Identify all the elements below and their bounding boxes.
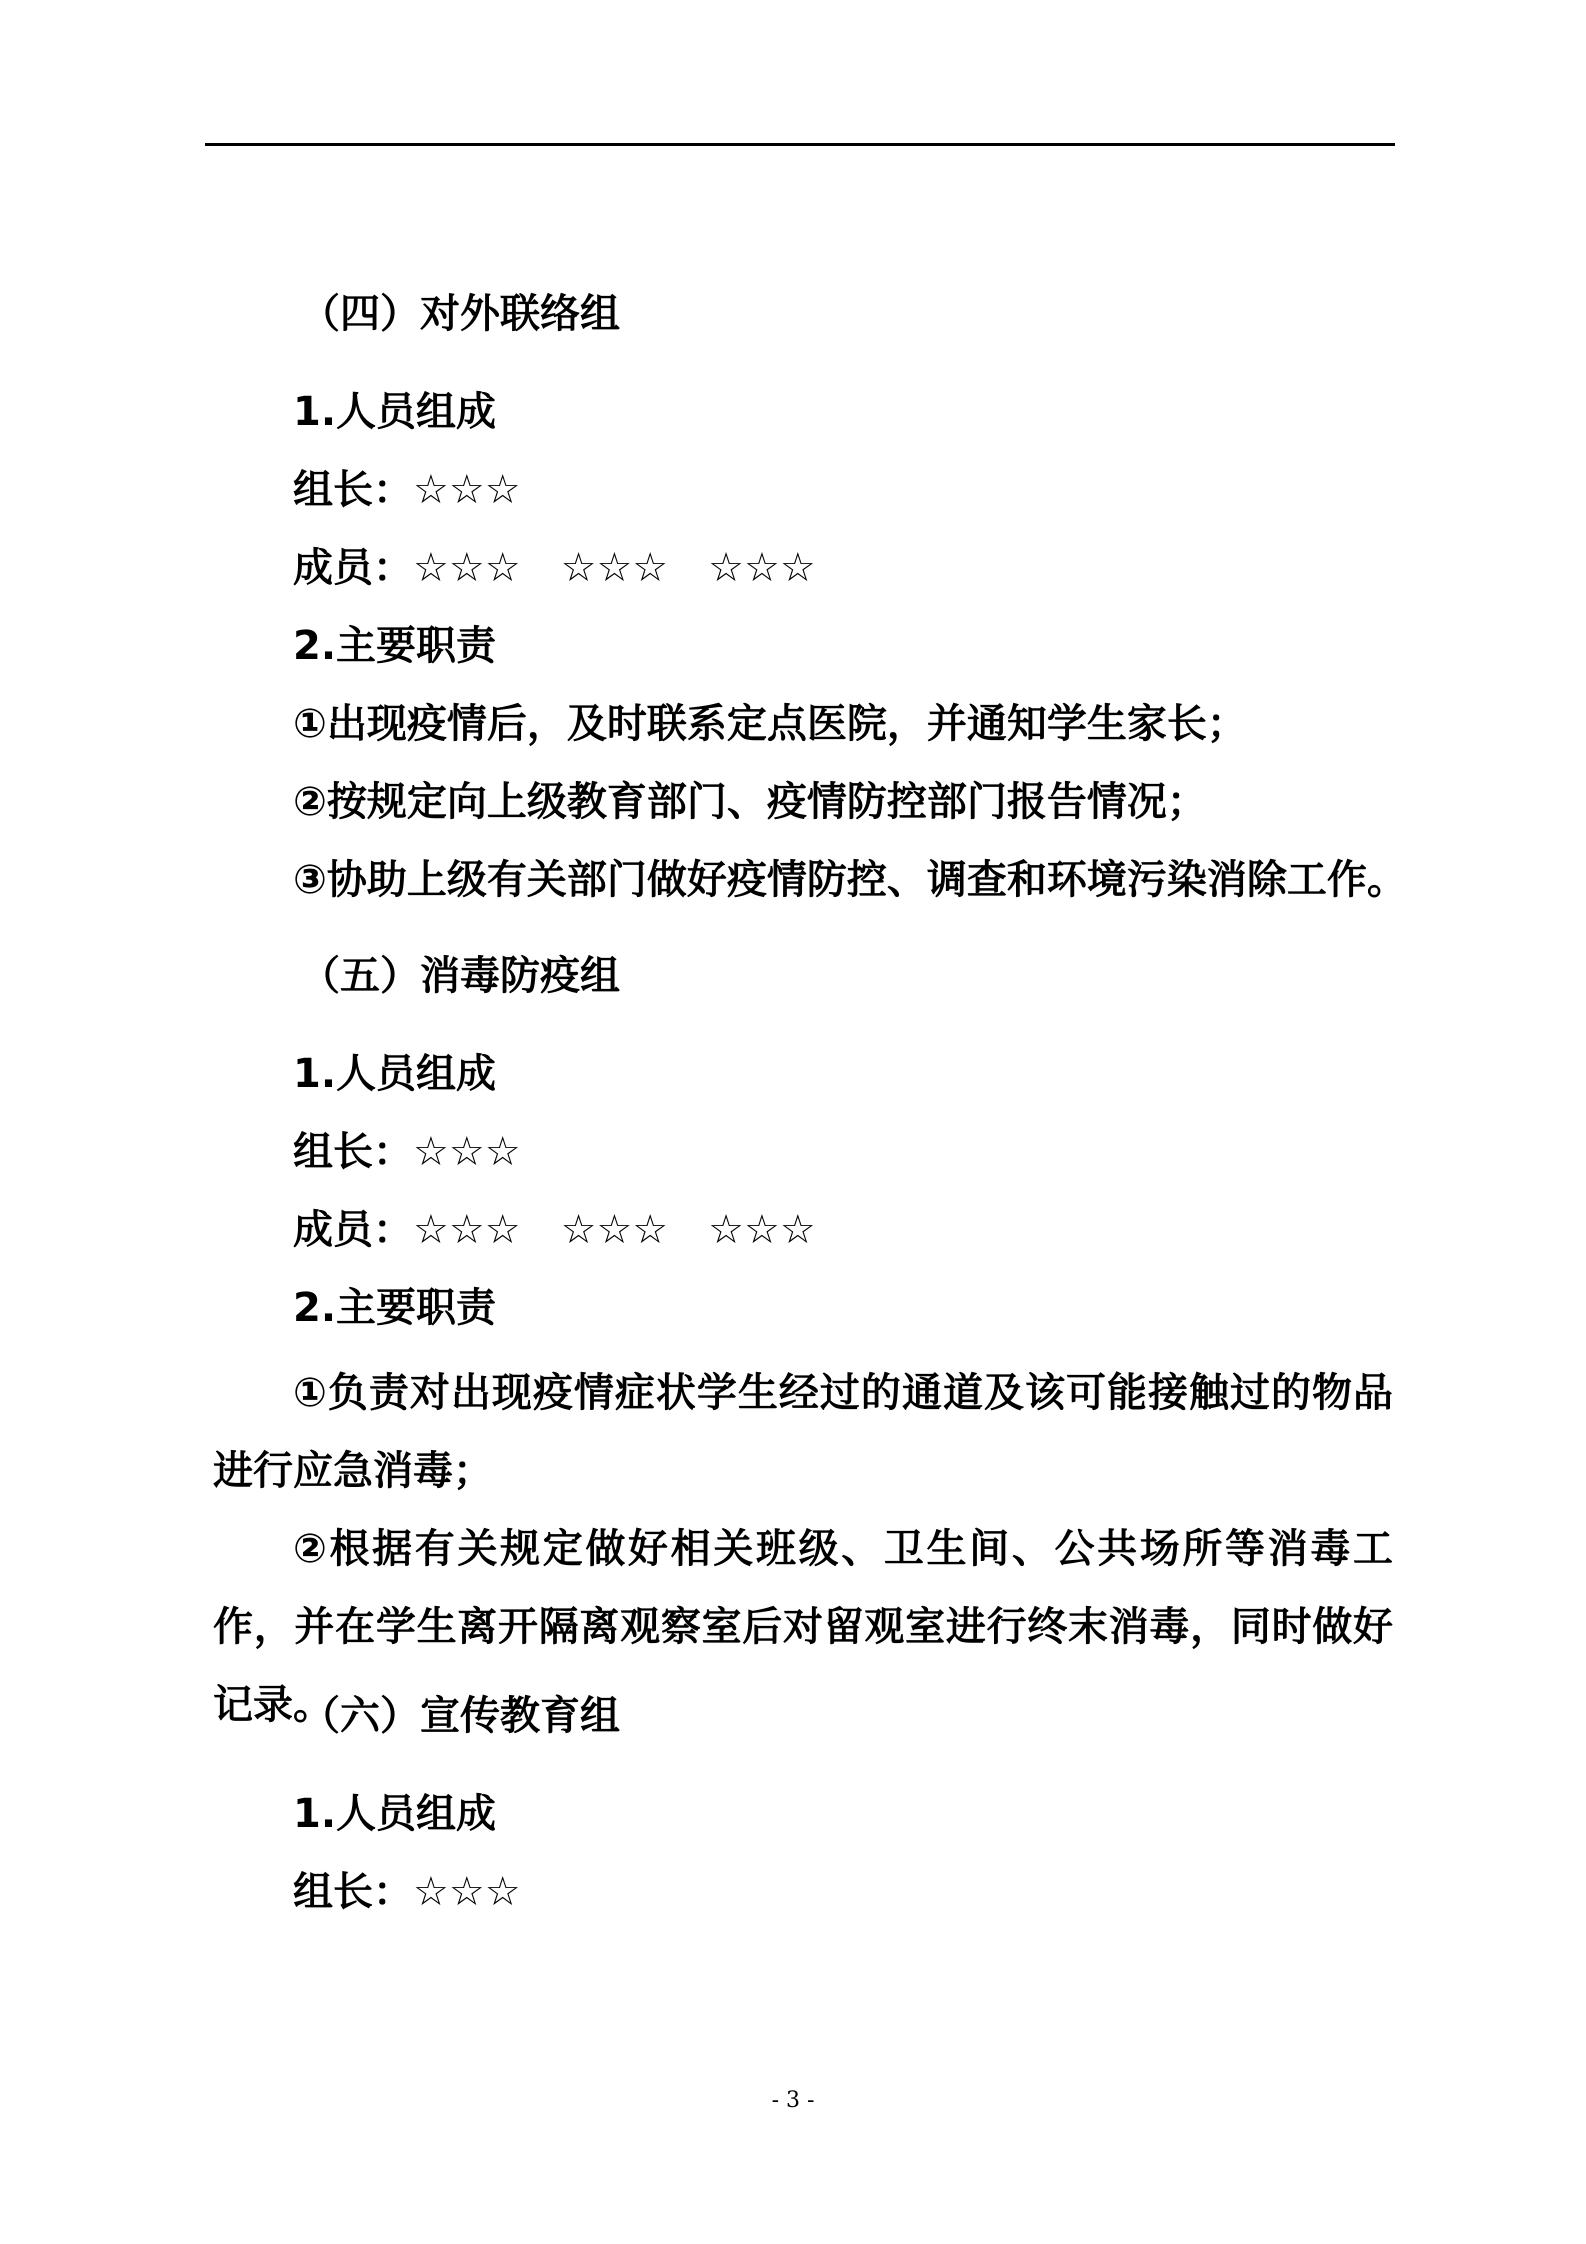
header-rule (205, 143, 1395, 146)
member-value: ☆☆☆ (413, 1207, 521, 1253)
section-five-item: ①负责对出现疫情症状学生经过的通道及该可能接触过的物品进行应急消毒； (213, 1370, 1393, 1494)
member-value: ☆☆☆ (708, 1207, 816, 1253)
member-value: ☆☆☆ (560, 1207, 669, 1253)
section-four-heading: （四）对外联络组 (300, 291, 620, 337)
leader-value: ☆☆☆ (413, 467, 521, 513)
section-six-leader (293, 1868, 521, 1916)
section-four-item: ③协助上级有关部门做好疫情防控、调查和环境污染消除工作。 (293, 857, 1407, 903)
section-six-heading: （六）宣传教育组 (300, 1693, 620, 1739)
leader-value: ☆☆☆ (413, 1869, 521, 1915)
section-five-heading: （五）消毒防疫组 (300, 953, 620, 999)
member-value: ☆☆☆ (708, 545, 816, 591)
section-four-members (293, 544, 816, 592)
leader-value: ☆☆☆ (413, 1129, 521, 1175)
members-label: 成员： (293, 545, 413, 591)
section-four-duties: 2.主要职责 (293, 623, 497, 669)
section-four-item: ①出现疫情后，及时联系定点医院，并通知学生家长； (293, 701, 1247, 747)
section-six-composition: 1.人员组成 (293, 1791, 497, 1837)
member-value: ☆☆☆ (413, 545, 521, 591)
leader-label: 组长： (293, 1129, 413, 1175)
leader-label: 组长： (293, 467, 413, 513)
page-number: - 3 - (771, 2088, 815, 2113)
members-label: 成员： (293, 1207, 413, 1253)
section-five-leader (293, 1128, 521, 1176)
leader-label: 组长： (293, 1869, 413, 1915)
section-four-item: ②按规定向上级教育部门、疫情防控部门报告情况； (293, 779, 1207, 825)
section-five-duties: 2.主要职责 (293, 1285, 497, 1331)
section-five-composition: 1.人员组成 (293, 1051, 497, 1097)
member-value: ☆☆☆ (560, 545, 669, 591)
section-five-item: ②根据有关规定做好相关班级、卫生间、公共场所等消毒工作，并在学生离开隔离观察室后对留观室进行终末消毒，同时做好记录。 (213, 1526, 1393, 1728)
section-five-members (293, 1206, 816, 1254)
section-four-composition: 1.人员组成 (293, 389, 497, 435)
section-four-leader (293, 466, 521, 514)
